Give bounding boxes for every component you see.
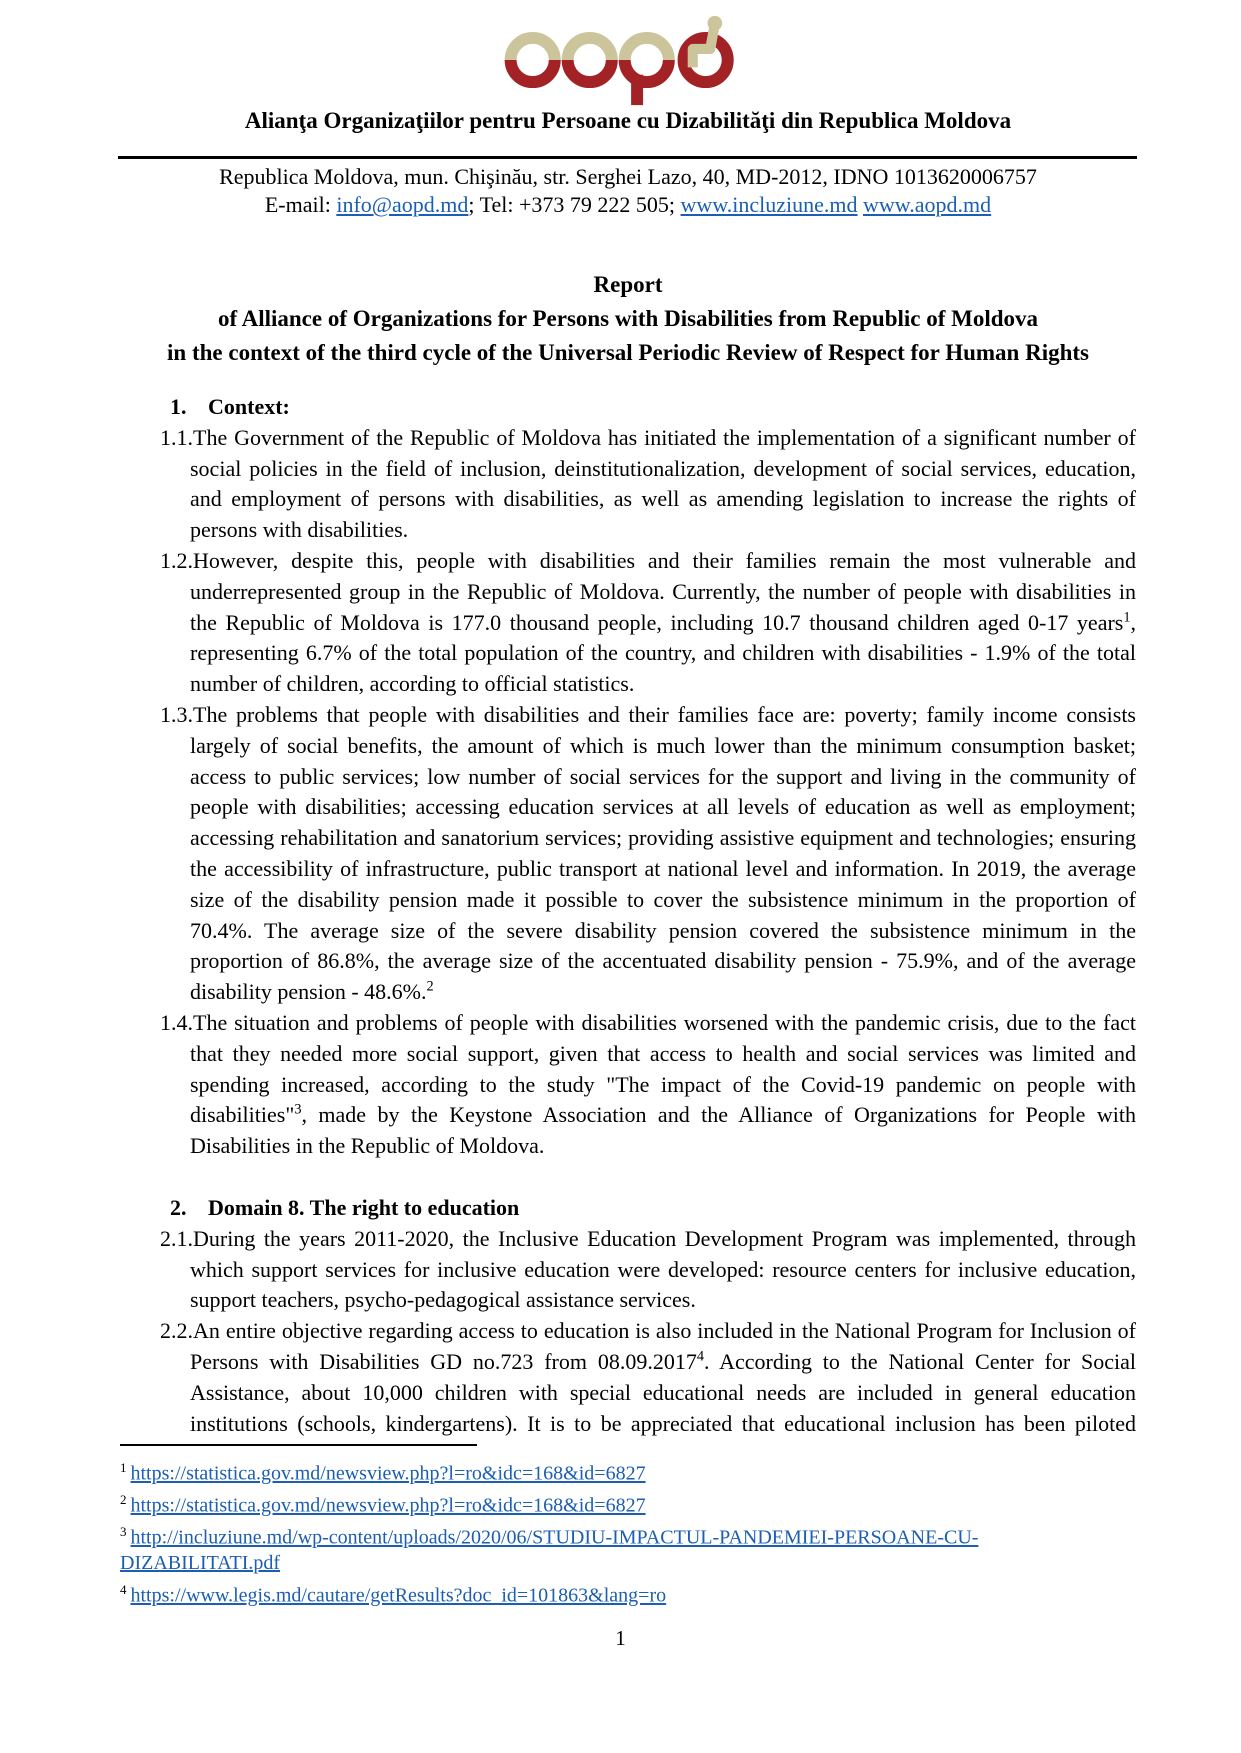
paragraph-1.4: 1.4.The situation and problems of people with disabilities worsened with the pandemic crisis, due to the fact that they needed more social support, given that access to health and social services was limited and spending increased, according to the study "The impact of the Covid-19 pandemic on people with disabilities"$^3$, made by the Keystone Association and the Alliance of Organizations for People with Disabilities in the Republic of Moldova. [160, 1009, 1136, 1159]
tel-text: ; Tel: +373 79 222 505; [468, 192, 681, 217]
section-heading [170, 392, 1136, 423]
footnote-item [120, 1519, 1120, 1577]
footnote-link[interactable]: https://statistica.gov.md/newsview.php?l=ro&idc=168&id=6827 [130, 1494, 646, 1517]
footnote-number: 1 [120, 1460, 127, 1475]
footnote-link[interactable]: https://www.legis.md/cautare/getResults?doc_id=101863&lang=ro [130, 1584, 667, 1607]
footnote-item [120, 1487, 1120, 1519]
report-title [110, 268, 1146, 370]
footnote-item [120, 1577, 1120, 1609]
section-number: 1. [170, 394, 187, 419]
title-line-3: in the context of the third cycle of the Universal Periodic Review of Respect for Human Rights [167, 340, 1089, 365]
footnote-reference: 3 [294, 1102, 302, 1118]
aopd-logo [0, 14, 1241, 111]
header-divider [118, 156, 1137, 159]
section-1 [120, 392, 1136, 1162]
paragraph-2.2: 2.2.An entire objective regarding access to education is also included in the National Program for Inclusion of Persons with Disabilities GD no.723 from 08.09.2017$^4$. According to the National Center for Social Assistance, about 10,000 children with special educational needs are included in general education institutions (schools, kindergartens). It is to be appreciated that educational inclusion has been piloted [160, 1318, 1136, 1436]
incluziune-link[interactable]: www.incluziune.md [680, 192, 858, 217]
contact-line [120, 192, 1136, 218]
address-line: Republica Moldova, mun. Chişinău, str. Serghei Lazo, 40, MD-2012, IDNO 1013620006757 [219, 164, 1037, 189]
footnote-item [120, 1455, 1120, 1487]
aopd-logo-icon [501, 14, 741, 106]
section-heading [170, 1193, 1136, 1224]
footnote-divider [120, 1444, 477, 1446]
section-2 [120, 1193, 1136, 1439]
page-number: 1 [615, 1626, 626, 1650]
email-link[interactable]: info@aopd.md [336, 192, 469, 217]
title-line-1: Report [593, 272, 663, 297]
footnote-reference: 1 [1123, 609, 1131, 626]
footnote-link[interactable]: http://incluziune.md/wp-content/uploads/2020/06/STUDIU-IMPACTUL-PANDEMIEI-PERSOANE-CU-DIZABILITATI.pdf [120, 1526, 979, 1575]
aopd-site-link[interactable]: www.aopd.md [863, 192, 992, 217]
paragraph-1.2: 1.2.However, despite this, people with disabilities and their families remain the most vulnerable and underrepresented group in the Republic of Moldova. Currently, the number of people with disabilities in the Republic of Moldova is 177.0 thousand people, including 10.7 thousand children aged 0-17 years$^1$, representing 6.7% of the total population of the country, and children with disabilities - 1.9% of the total number of children, according to official statistics. [160, 547, 1136, 697]
footnote-number: 4 [120, 1581, 127, 1597]
org-name: Alianţa Organizaţiilor pentru Persoane cu Dizabilităţi din Republica Moldova [244, 108, 1012, 133]
footnotes [120, 1444, 1120, 1609]
footnote-number: 2 [120, 1492, 127, 1508]
paragraph-2.1: 2.1.During the years 2011-2020, the Inclusive Education Development Program was implemented, through which support services for inclusive education were developed: resource centers for inclusive education, support teachers, psycho-pedagogical assistance services. [160, 1225, 1136, 1313]
title-line-2: of Alliance of Organizations for Persons with Disabilities from Republic of Moldova [217, 306, 1039, 331]
paragraph-1.1: 1.1.The Government of the Republic of Moldova has initiated the implementation of a significant number of social policies in the field of inclusion, deinstitutionalization, development of social services, education, and employment of persons with disabilities, as well as amending legislation to increase the rights of persons with disabilities. [160, 424, 1136, 543]
footnote-reference: 2 [426, 978, 434, 995]
section-number: 2. [170, 1194, 187, 1220]
report-body [120, 392, 1136, 1439]
footnote-list [120, 1455, 1120, 1609]
section-heading-text: Context: [208, 394, 290, 419]
section-heading-text: Domain 8. The right to education [208, 1194, 520, 1220]
footnote-number: 3 [120, 1524, 127, 1540]
email-label: E-mail: [264, 192, 337, 217]
footnote-link[interactable]: https://statistica.gov.md/newsview.php?l=ro&idc=168&id=6827 [130, 1462, 646, 1485]
paragraph-1.3: 1.3.The problems that people with disabilities and their families face are: poverty; family income consists largely of social benefits, the amount of which is much lower than the minimum consumption basket; access to public services; low number of social services for the support and living in the community of people with disabilities; accessing education services at all levels of education as well as employment; accessing rehabilitation and sanatorium services; providing assistive equipment and technologies; ensuring the accessibility of infrastructure, public transport at national level and information. In 2019, the average size of the disability pension made it possible to cover the subsistence minimum in the proportion of 70.4%. The average size of the severe disability pension covered the subsistence minimum in the proportion of 86.8%, the average size of the accentuated disability pension - 75.9%, and of the average disability pension - 48.6%.$^2$ [160, 701, 1136, 1005]
footnote-reference: 4 [696, 1348, 704, 1365]
